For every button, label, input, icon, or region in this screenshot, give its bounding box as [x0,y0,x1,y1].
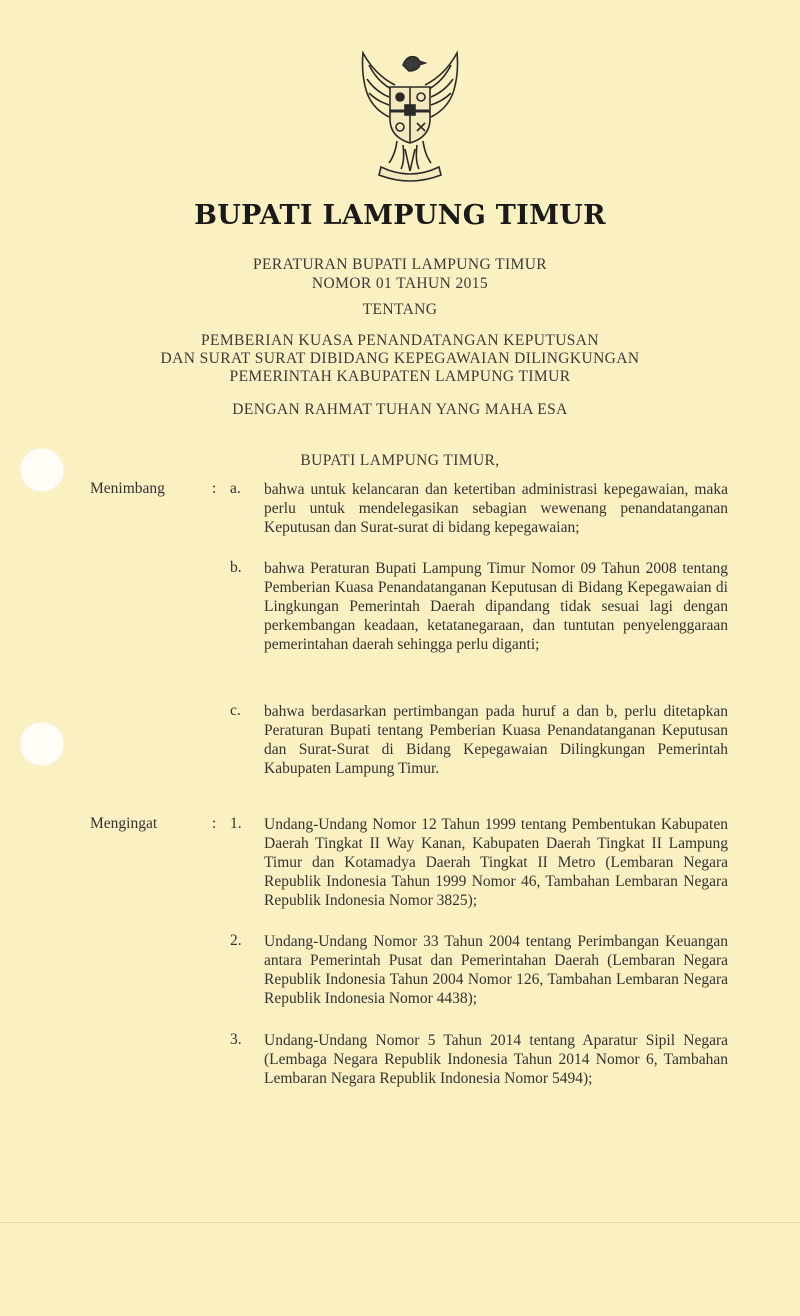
mengingat-mark-1: 1. [230,815,242,832]
mengingat-item-3: Undang-Undang Nomor 5 Tahun 2014 tentang Aparatur Sipil Negara (Lembaga Negara Republik Indonesia Tahun 2014 Nomor 6, Tambahan Lembaran Negara Republik Indonesia Nomor 5494); [264,1032,728,1087]
punch-hole [20,722,64,766]
menimbang-mark-c: c. [230,702,241,719]
blessing-line: DENGAN RAHMAT TUHAN YANG MAHA ESA [232,401,568,418]
menimbang-mark-a: a. [230,480,241,497]
tentang-label: TENTANG [362,301,438,318]
mengingat-item-2: Undang-Undang Nomor 33 Tahun 2004 tentang Perimbangan Keuangan antara Pemerintah Pusat dan Pemerintahan Daerah (Lembaran Negara Republik Indonesia Tahun 2004 Nomor 126, Tambahan Lembaran Negara Republik Indonesia Nomor 4438); [264,933,728,1007]
menimbang-item-a: bahwa untuk kelancaran dan ketertiban administrasi kepegawaian, maka perlu untuk mendelegasikan sebagian wewenang penandatanganan Keputusan dan Surat-surat di bidang kepegawaian; [264,481,728,536]
mengingat-mark-2: 2. [230,932,242,949]
menimbang-colon: : [212,480,217,497]
menimbang-label: Menimbang [90,480,165,497]
mengingat-colon: : [212,815,217,832]
mengingat-mark-3: 3. [230,1031,242,1048]
menimbang-item-c: bahwa berdasarkan pertimbangan pada huruf a dan b, perlu ditetapkan Peraturan Bupati tentang Pemberian Kuasa Penandatanganan Keputusan dan Surat-Surat di Bidang Kepegawaian Dilingkungan Pemerintah Kabupaten Lampung Timur. [264,703,728,777]
subject-line-1: PEMBERIAN KUASA PENANDATANGAN KEPUTUSAN [200,332,599,349]
document-title: BUPATI LAMPUNG TIMUR [194,200,606,231]
subject-line-3: PEMERINTAH KABUPATEN LAMPUNG TIMUR [229,368,571,385]
authority-line: BUPATI LAMPUNG TIMUR, [300,452,500,469]
garuda-emblem-icon [345,45,475,185]
regulation-name: PERATURAN BUPATI LAMPUNG TIMUR [252,256,548,273]
subject-line-2: DAN SURAT SURAT DIBIDANG KEPEGAWAIAN DILINGKUNGAN [160,350,640,367]
mengingat-label: Mengingat [90,815,158,832]
page-edge-divider [0,1222,800,1223]
menimbang-mark-b: b. [230,559,242,576]
menimbang-item-b: bahwa Peraturan Bupati Lampung Timur Nomor 09 Tahun 2008 tentang Pemberian Kuasa Penandatanganan Keputusan di Bidang Kepegawaian di Lingkungan Pemerintah Daerah dipandang tidak sesuai lagi dengan perkembangan keadaan, ketatanegaraan, dan tuntutan penyelenggaraan pemerintahan daerah sehingga perlu diganti; [264,560,728,653]
regulation-number: NOMOR 01 TAHUN 2015 [311,275,489,292]
mengingat-item-1: Undang-Undang Nomor 12 Tahun 1999 tentang Pembentukan Kabupaten Daerah Tingkat II Way Kanan, Kabupaten Daerah Tingkat II Lampung Timur dan Kotamadya Daerah Tingkat II Metro (Lembaran Negara Republik Indonesia Tahun 1999 Nomor 46, Tambahan Lembaran Negara Republik Indonesia Nomor 3825); [264,816,728,909]
